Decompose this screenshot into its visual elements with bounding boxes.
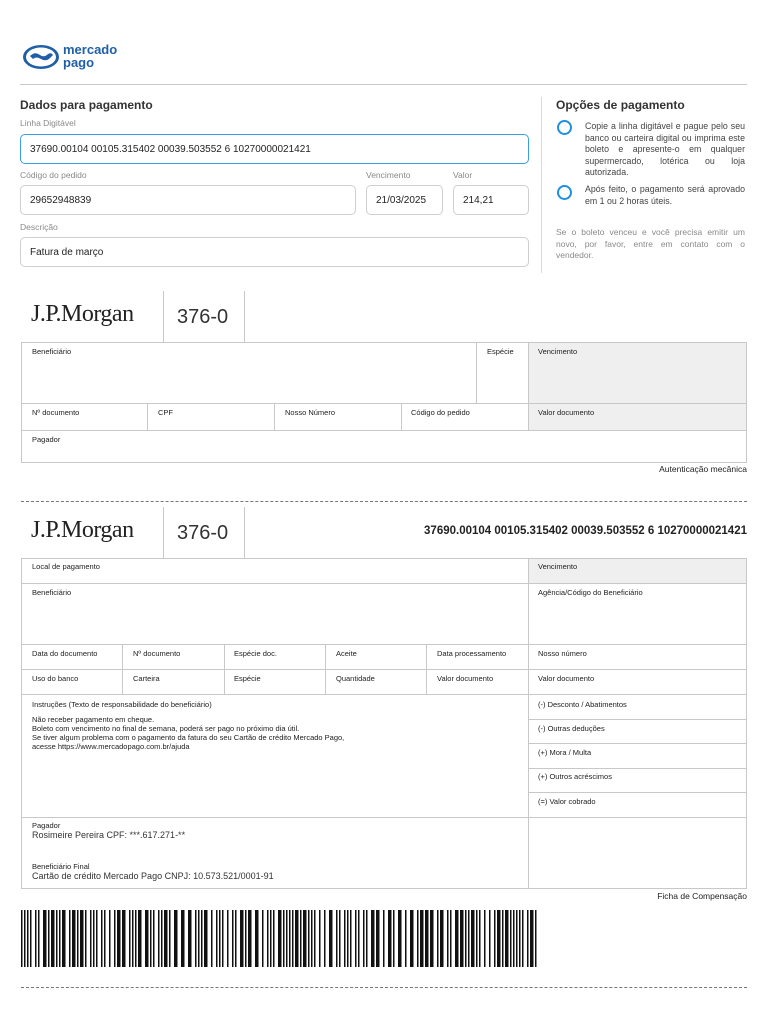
receipt-pagador: Pagador	[32, 435, 61, 444]
slip-instrucoes-title: Instruções (Texto de responsabilidade do beneficiário)	[32, 700, 212, 709]
brand-name: mercado pago	[63, 42, 118, 70]
slip-valor-cobrado: (=) Valor cobrado	[538, 797, 596, 806]
slip-valor-documento: Valor documento	[538, 674, 595, 683]
grid-line	[528, 768, 747, 769]
slip-n-documento: Nº documento	[133, 649, 181, 658]
receipt-logo-divider	[163, 291, 164, 343]
option1-text: Copie a linha digitável e pague pelo seu banco ou carteira digital ou imprima este boleto e apresente-o em qualquer supermercado, lotérica ou loja autorizada.	[585, 121, 745, 177]
linha-digitavel-field[interactable]: 37690.00104 00105.315402 00039.503552 6 10270000021421	[20, 134, 529, 164]
grid-line	[746, 342, 747, 463]
receipt-cpf: CPF	[158, 408, 173, 417]
option2-text: Após feito, o pagamento será aprovado em 1 ou 2 horas úteis.	[585, 184, 745, 206]
grid-line	[21, 583, 747, 584]
payment-section-title: Dados para pagamento	[20, 98, 153, 112]
grid-line	[746, 558, 747, 889]
slip-benef-final-label: Beneficiário Final	[32, 862, 90, 871]
slip-carteira: Carteira	[133, 674, 160, 683]
grid-line	[21, 342, 22, 463]
receipt-n-documento: Nº documento	[32, 408, 80, 417]
slip-aceite: Aceite	[336, 649, 357, 658]
slip-beneficiario: Beneficiário	[32, 588, 72, 597]
grid-line	[21, 558, 22, 889]
slip-data-processamento: Data processamento	[437, 649, 507, 658]
slip-data-documento: Data do documento	[32, 649, 98, 658]
receipt-valor-documento: Valor documento	[538, 408, 595, 417]
grid-line	[21, 558, 747, 559]
vencimento-label: Vencimento	[366, 170, 411, 180]
slip-outras-deducoes: (-) Outras deduções	[538, 724, 605, 733]
valor-label: Valor	[453, 170, 473, 180]
grid-line	[21, 462, 747, 463]
slip-agencia: Agência/Código do Beneficiário	[538, 588, 643, 597]
grid-line	[122, 644, 123, 694]
slip-especie-doc: Espécie doc.	[234, 649, 277, 658]
receipt-vencimento: Vencimento	[538, 347, 578, 356]
autenticacao-mecanica: Autenticação mecânica	[659, 464, 747, 474]
grid-line	[21, 644, 747, 645]
slip-especie: Espécie	[234, 674, 261, 683]
valor-field[interactable]: 214,21	[453, 185, 529, 215]
codigo-label: Código do pedido	[20, 170, 87, 180]
grid-line	[21, 403, 747, 404]
grid-line	[147, 403, 148, 430]
slip-mora: (+) Mora / Multa	[538, 748, 592, 757]
grid-line	[21, 888, 747, 889]
grid-line	[401, 403, 402, 430]
slip-code-divider	[244, 507, 245, 559]
slip-quantidade: Quantidade	[336, 674, 375, 683]
grid-line	[426, 644, 427, 694]
slip-pagador-value: Rosimeire Pereira CPF: ***.617.271-**	[32, 830, 186, 840]
option2-radio-icon[interactable]	[557, 185, 572, 200]
section-divider	[541, 97, 542, 273]
grid-line	[274, 403, 275, 430]
slip-uso-banco: Uso do banco	[32, 674, 79, 683]
slip-outros-acrescimos: (+) Outros acréscimos	[538, 772, 612, 781]
receipt-beneficiario: Beneficiário	[32, 347, 72, 356]
slip-instrucao-3: Se tiver algum problema com o pagamento da fatura do seu Cartão de crédito Mercado Pago,	[32, 733, 345, 742]
receipt-bank-logo: J.P.Morgan	[31, 301, 134, 327]
receipt-codigo-pedido: Código do pedido	[411, 408, 470, 417]
grid-line	[528, 719, 747, 720]
grid-line	[528, 342, 529, 430]
slip-bank-logo: J.P.Morgan	[31, 517, 134, 543]
grid-line	[21, 669, 747, 670]
descricao-field[interactable]: Fatura de março	[20, 237, 529, 267]
grid-line	[528, 558, 529, 889]
grid-line	[325, 644, 326, 694]
barcode-image	[21, 910, 537, 967]
slip-linha-digitavel: 37690.00104 00105.315402 00039.503552 6 10270000021421	[424, 525, 747, 537]
slip-vencimento: Vencimento	[538, 562, 578, 571]
vencimento-field[interactable]: 21/03/2025	[366, 185, 443, 215]
slip-instrucao-1: Não receber pagamento em cheque.	[32, 715, 155, 724]
receipt-nosso-numero: Nosso Número	[285, 408, 336, 417]
expired-note: Se o boleto venceu e você precisa emitir um novo, por favor, entre em contato com o vendedor.	[556, 227, 745, 260]
slip-valor-documento-left: Valor documento	[437, 674, 494, 683]
ficha-compensacao: Ficha de Compensação	[657, 891, 747, 901]
cut-line-bottom	[21, 987, 747, 988]
slip-instrucao-4: acesse https://www.mercadopago.com.br/ajuda	[32, 742, 190, 751]
slip-logo-divider	[163, 507, 164, 559]
descricao-label: Descrição	[20, 222, 58, 232]
slip-desconto: (-) Desconto / Abatimentos	[538, 700, 627, 709]
grid-line	[476, 342, 477, 403]
cut-line	[21, 501, 747, 502]
slip-local-pagamento: Local de pagamento	[32, 562, 100, 571]
slip-benef-final-value: Cartão de crédito Mercado Pago CNPJ: 10.573.521/0001-91	[32, 871, 274, 881]
option1-radio-icon[interactable]	[557, 120, 572, 135]
grid-line	[528, 743, 747, 744]
grid-line	[21, 342, 747, 343]
slip-instrucao-2: Boleto com vencimento no final de semana, poderá ser pago no próximo dia útil.	[32, 724, 300, 733]
slip-nosso-numero: Nosso número	[538, 649, 587, 658]
linha-label: Linha Digitável	[20, 118, 76, 128]
codigo-pedido-field[interactable]: 29652948839	[20, 185, 356, 215]
grid-line	[21, 817, 747, 818]
grid-line	[224, 644, 225, 694]
options-section-title: Opções de pagamento	[556, 98, 685, 112]
receipt-bank-code: 376-0	[177, 306, 229, 328]
grid-line	[21, 694, 747, 695]
receipt-especie: Espécie	[487, 347, 514, 356]
receipt-code-divider	[244, 291, 245, 343]
grid-line	[21, 430, 747, 431]
slip-bank-code: 376-0	[177, 522, 229, 544]
header-divider	[20, 84, 747, 85]
slip-pagador-label: Pagador	[32, 821, 61, 830]
grid-line	[528, 792, 747, 793]
